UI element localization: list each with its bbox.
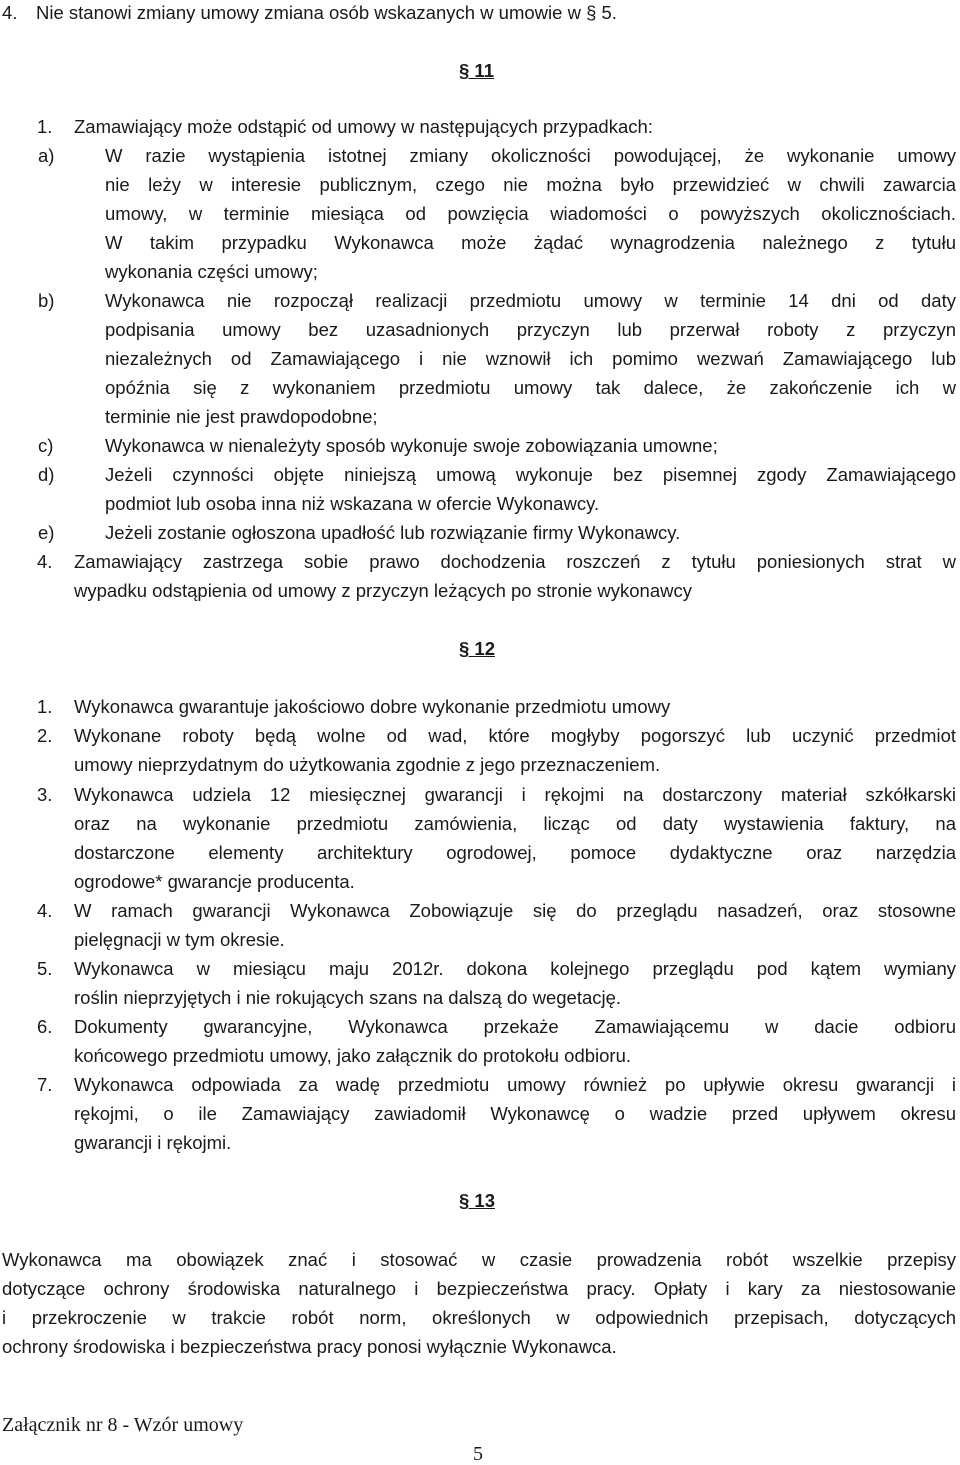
paragraph-line: podmiot lub osoba inna niż wskazana w ofercie Wykonawcy. — [105, 493, 600, 514]
paragraph-line: Zamawiający zastrzega sobie prawo dochodzenia roszczeń z tytułu poniesionych strat w — [74, 551, 956, 572]
item-number: 1. — [37, 696, 53, 717]
page-number: 5 — [473, 1443, 483, 1465]
item-number: 7. — [37, 1074, 53, 1095]
paragraph-line: podpisania umowy bez uzasadnionych przyczyn lub przerwał roboty z przyczyn — [105, 319, 956, 340]
item-number: 1. — [37, 116, 53, 137]
paragraph-line: opóźnia się z wykonaniem przedmiotu umowy tak dalece, że zakończenie ich w — [105, 377, 956, 398]
section-heading-12: § 12 — [459, 638, 496, 659]
subitem-letter: e) — [38, 522, 55, 543]
paragraph-line: i przekroczenie w trakcie robót norm, określonych w odpowiednich przepisach, dotyczących — [2, 1307, 956, 1328]
paragraph-line: Wykonawca gwarantuje jakościowo dobre wykonanie przedmiotu umowy — [74, 696, 671, 717]
paragraph-line: pielęgnacji w tym okresie. — [74, 929, 285, 950]
paragraph-line: W takim przypadku Wykonawca może żądać wynagrodzenia należnego z tytułu — [105, 232, 956, 253]
paragraph-line: oraz na wykonanie przedmiotu zamówienia, licząc od daty wystawienia faktury, na — [74, 813, 956, 834]
paragraph-line: W ramach gwarancji Wykonawca Zobowiązuje się do przeglądu nasadzeń, oraz stosowne — [74, 900, 956, 921]
paragraph-line: dostarczone elementy architektury ogrodowej, pomoce dydaktyczne oraz narzędzia — [74, 842, 956, 863]
item-text: Zamawiający może odstąpić od umowy w następujących przypadkach: — [74, 116, 653, 137]
paragraph-line: ogrodowe* gwarancje producenta. — [74, 871, 355, 892]
section-heading-11: § 11 — [459, 60, 494, 81]
item-text: Nie stanowi zmiany umowy zmiana osób wskazanych w umowie w § 5. — [36, 2, 617, 23]
paragraph-line: dotyczące ochrony środowiska naturalnego i bezpieczeństwa pracy. Opłaty i kary za niestosowanie — [2, 1278, 956, 1299]
paragraph-line: ochrony środowiska i bezpieczeństwa pracy ponosi wyłącznie Wykonawca. — [2, 1336, 617, 1357]
paragraph-line: Wykonane roboty będą wolne od wad, które mogłyby pogorszyć lub uczynić przedmiot — [74, 725, 956, 746]
item-number: 2. — [37, 725, 53, 746]
paragraph-line: umowy, w terminie miesiąca od powzięcia wiadomości o powyższych okolicznościach. — [105, 203, 956, 224]
subitem-letter: a) — [38, 145, 55, 166]
paragraph-line: rękojmi, o ile Zamawiający zawiadomił Wykonawcę o wadzie przed upływem okresu — [74, 1103, 956, 1124]
paragraph-line: Wykonawca nie rozpoczął realizacji przedmiotu umowy w terminie 14 dni od daty — [105, 290, 956, 311]
paragraph-line: wykonania części umowy; — [105, 261, 318, 282]
item-number: 6. — [37, 1016, 53, 1037]
subitem-letter: b) — [38, 290, 55, 311]
paragraph-line: końcowego przedmiotu umowy, jako załącznik do protokołu odbioru. — [74, 1045, 632, 1066]
paragraph-line: Jeżeli czynności objęte niniejszą umową wykonuje bez pisemnej zgody Zamawiającego — [105, 464, 956, 485]
item-number: 4. — [37, 551, 53, 572]
item-number: 4. — [2, 2, 18, 23]
paragraph-line: wypadku odstąpienia od umowy z przyczyn leżących po stronie wykonawcy — [74, 580, 692, 601]
paragraph-line: niezależnych od Zamawiającego i nie wznowił ich pomimo wezwań Zamawiającego lub — [105, 348, 956, 369]
paragraph-line: Dokumenty gwarancyjne, Wykonawca przekaże Zamawiającemu w dacie odbioru — [74, 1016, 956, 1037]
paragraph-line: Wykonawca w nienależyty sposób wykonuje swoje zobowiązania umowne; — [105, 435, 718, 456]
paragraph-line: W razie wystąpienia istotnej zmiany okoliczności powodującej, że wykonanie umowy — [105, 145, 956, 166]
item-number: 3. — [37, 784, 53, 805]
paragraph-line: umowy nieprzydatnym do użytkowania zgodnie z jego przeznaczeniem. — [74, 754, 661, 775]
paragraph-line: gwarancji i rękojmi. — [74, 1132, 232, 1153]
paragraph-line: Jeżeli zostanie ogłoszona upadłość lub rozwiązanie firmy Wykonawcy. — [105, 522, 681, 543]
paragraph-line: Wykonawca udziela 12 miesięcznej gwarancji i rękojmi na dostarczony materiał szkółkarski — [74, 784, 956, 805]
item-number: 5. — [37, 958, 53, 979]
paragraph-line: Wykonawca w miesiącu maju 2012r. dokona kolejnego przeglądu pod kątem wymiany — [74, 958, 956, 979]
subitem-letter: c) — [38, 435, 54, 456]
paragraph-line: nie leży w interesie publicznym, czego nie można było przewidzieć w chwili zawarcia — [105, 174, 956, 195]
item-number: 4. — [37, 900, 53, 921]
paragraph-line: Wykonawca odpowiada za wadę przedmiotu umowy również po upływie okresu gwarancji i — [74, 1074, 956, 1095]
paragraph-line: terminie nie jest prawdopodobne; — [105, 406, 378, 427]
attachment-label: Załącznik nr 8 - Wzór umowy — [2, 1414, 244, 1436]
section-heading-13: § 13 — [459, 1190, 496, 1211]
paragraph-line: Wykonawca ma obowiązek znać i stosować w czasie prowadzenia robót wszelkie przepisy — [2, 1249, 956, 1270]
paragraph-line: roślin nieprzyjętych i nie rokujących szans na dalszą do wegetację. — [74, 987, 622, 1008]
subitem-letter: d) — [38, 464, 55, 485]
